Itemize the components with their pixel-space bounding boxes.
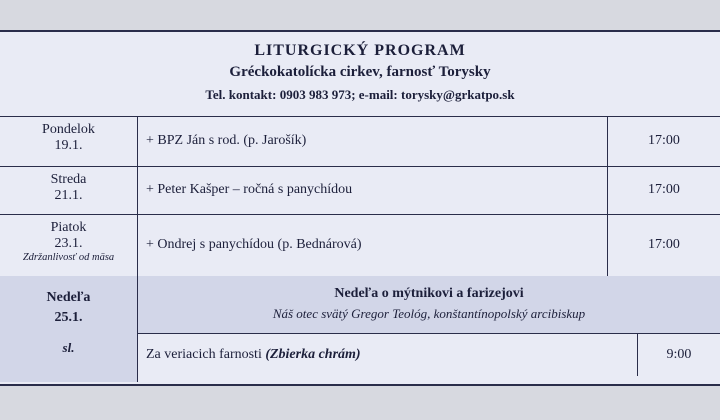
program-title: LITURGICKÝ PROGRAM <box>254 42 466 59</box>
liturgical-program-sheet <box>0 30 720 386</box>
time-cell <box>608 166 720 214</box>
intention-cell <box>138 334 638 376</box>
schedule-row-wednesday <box>0 166 720 215</box>
schedule-row-sunday <box>0 276 720 382</box>
contact-line: Tel. kontakt: 0903 983 973; e-mail: torysky@grkatpo.sk <box>205 87 515 102</box>
time-cell <box>608 116 720 166</box>
collection-note: (Zbierka chrám) <box>265 347 361 362</box>
intention-cell <box>138 166 608 214</box>
program-header <box>0 32 720 117</box>
intention-cell <box>138 214 608 276</box>
intention-text: + Peter Kašper – ročná s panychídou <box>146 182 353 197</box>
sunday-day-cell <box>0 276 138 382</box>
time-text: 17:00 <box>648 237 680 252</box>
parish-name: Gréckokatolícka cirkev, farnosť Torysky <box>229 64 491 80</box>
day-name: Pondelok <box>42 122 95 137</box>
intention-text <box>146 347 361 363</box>
schedule-row-monday <box>0 116 720 167</box>
schedule-row-friday <box>0 214 720 277</box>
day-cell <box>0 214 138 276</box>
fasting-note: Zdržanlivosť od mäsa <box>22 252 115 263</box>
intention-cell <box>138 116 608 166</box>
feast-banner <box>138 276 720 334</box>
day-name: Streda <box>50 172 87 187</box>
feast-saint: Náš otec svätý Gregor Teológ, konštantínopolský arcibiskup <box>272 306 586 321</box>
day-cell <box>0 116 138 166</box>
day-date: 23.1. <box>54 236 83 251</box>
day-name: Nedeľa <box>46 290 91 305</box>
intention-text: + BPZ Ján s rod. (p. Jarošík) <box>146 133 307 148</box>
day-date: 21.1. <box>54 188 83 203</box>
feast-rank-note: sl. <box>62 340 75 355</box>
intention-text: + Ondrej s panychídou (p. Bednárová) <box>146 237 362 252</box>
day-name: Piatok <box>50 220 87 235</box>
day-cell <box>0 166 138 214</box>
day-date: 19.1. <box>54 138 83 153</box>
time-text: 9:00 <box>666 347 692 362</box>
day-date: 25.1. <box>54 310 83 325</box>
time-cell <box>608 214 720 276</box>
time-text: 17:00 <box>648 133 680 148</box>
time-text: 17:00 <box>648 182 680 197</box>
feast-title: Nedeľa o mýtnikovi a farizejovi <box>334 286 524 301</box>
intention-plain: Za veriacich farnosti <box>146 347 266 362</box>
time-cell <box>638 334 720 376</box>
